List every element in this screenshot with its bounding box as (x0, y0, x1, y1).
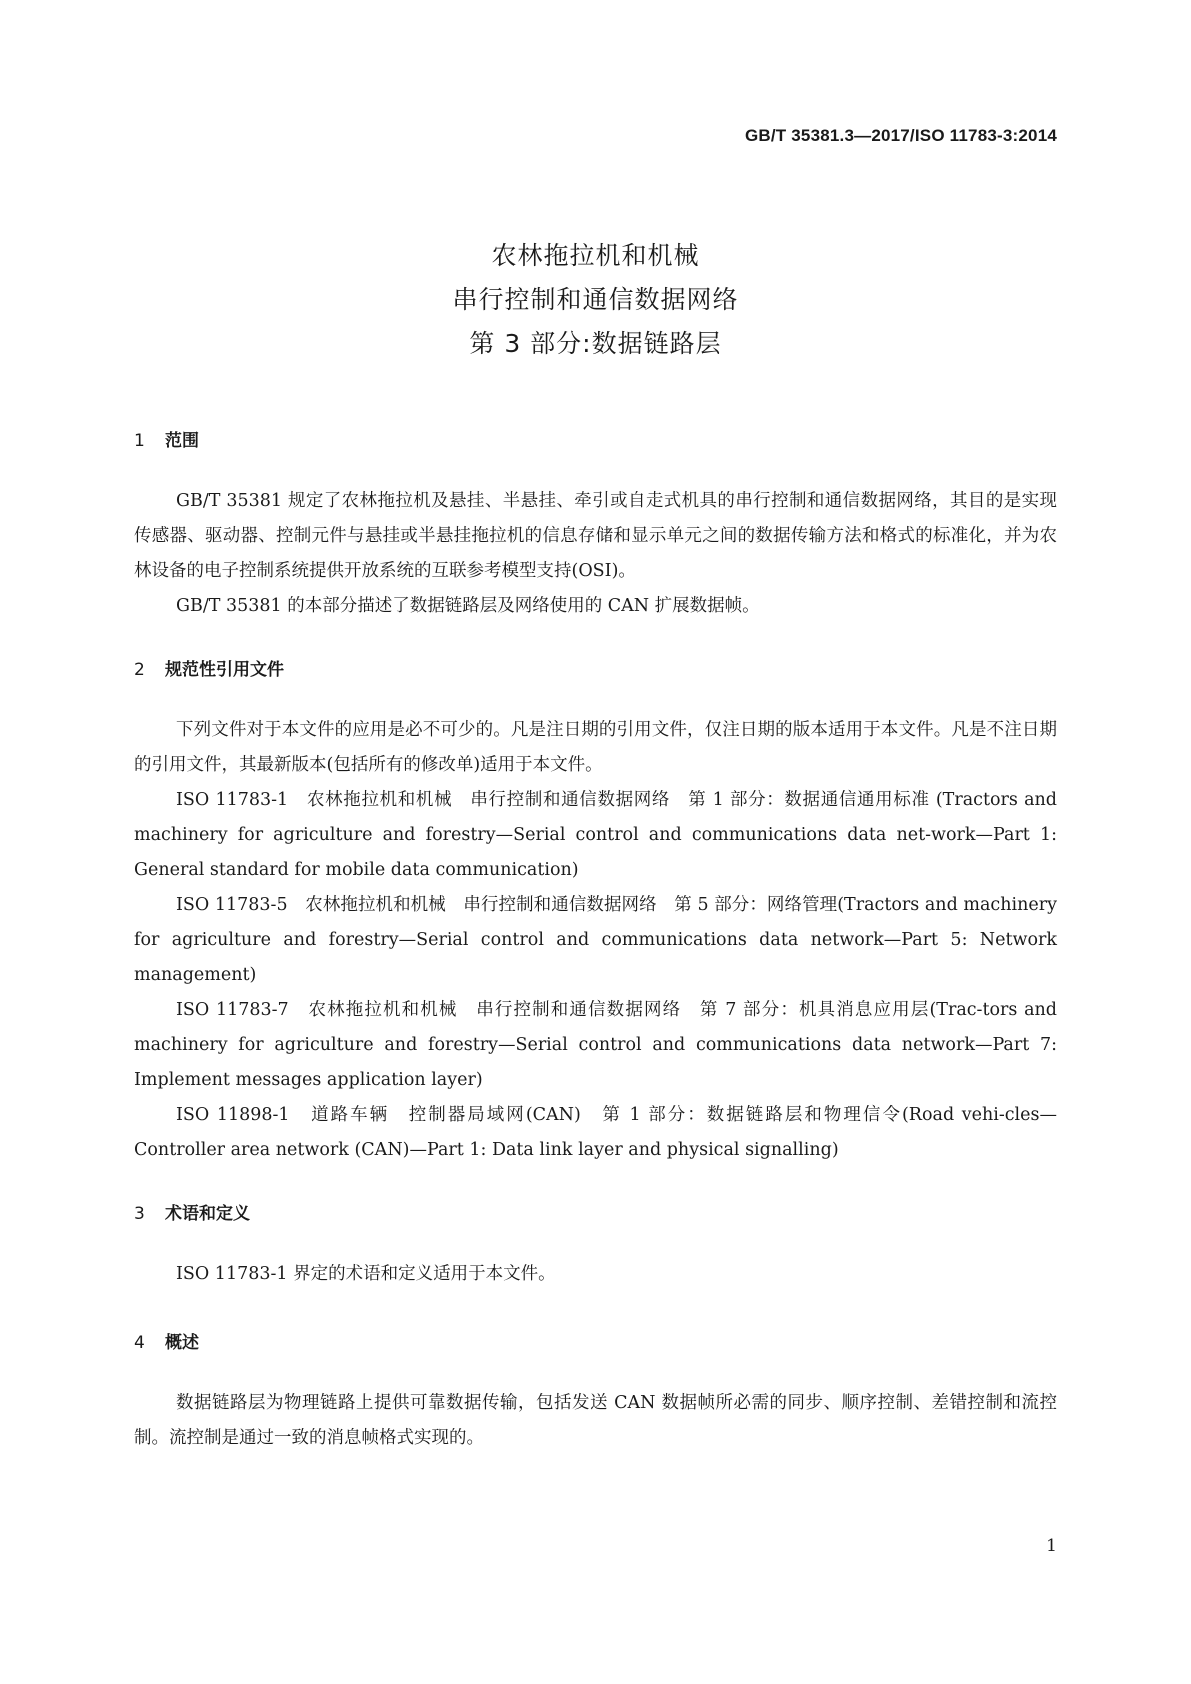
title-line-2: 串行控制和通信数据网络 (452, 285, 739, 314)
reference-entry: ISO 11783-5 农林拖拉机和机械 串行控制和通信数据网络 第 5 部分：网络管理(Tractors and machinery for agriculture and forestry—Serial control and communications data network—Part 5: Network management) (134, 895, 1057, 985)
document-body (134, 428, 1057, 1456)
section-heading (134, 1330, 1057, 1356)
section-number: 2 (134, 660, 145, 680)
title-line-1: 农林拖拉机和机械 (491, 241, 700, 270)
section-heading (134, 1201, 1057, 1227)
section-body (134, 484, 1057, 624)
section-title: 范围 (165, 431, 199, 451)
reference-entry: ISO 11783-7 农林拖拉机和机械 串行控制和通信数据网络 第 7 部分：机具消息应用层(Trac-tors and machinery for agriculture and forestry—Serial control and communications data network—Part 7: Implement messages application layer) (134, 1000, 1057, 1090)
section-body (134, 1386, 1057, 1456)
paragraph: ISO 11783-1 界定的术语和定义适用于本文件。 (176, 1264, 556, 1284)
paragraph: GB/T 35381 规定了农林拖拉机及悬挂、半悬挂、牵引或自走式机具的串行控制和通信数据网络，其目的是实现传感器、驱动器、控制元件与悬挂或半悬挂拖拉机的信息存储和显示单元之间的数据传输方法和格式的标准化，并为农林设备的电子控制系统提供开放系统的互联参考模型支持(OSI)。 (134, 491, 1057, 581)
reference-entry: ISO 11783-1 农林拖拉机和机械 串行控制和通信数据网络 第 1 部分：数据通信通用标准 (Tractors and machinery for agriculture and forestry—Serial control and communications data net-work—Part 1: General standard for mobile data communication) (134, 790, 1057, 880)
section-heading (134, 657, 1057, 683)
section-number: 1 (134, 431, 145, 451)
section-title: 术语和定义 (165, 1204, 250, 1224)
section-number: 3 (134, 1204, 145, 1224)
paragraph: 下列文件对于本文件的应用是必不可少的。凡是注日期的引用文件，仅注日期的版本适用于本文件。凡是不注日期的引用文件，其最新版本(包括所有的修改单)适用于本文件。 (134, 720, 1057, 775)
section-terms-definitions (134, 1201, 1057, 1292)
section-scope (134, 428, 1057, 624)
standard-number: GB/T 35381.3—2017/ISO 11783-3:2014 (744, 126, 1057, 145)
section-body (134, 1257, 1057, 1292)
section-title: 规范性引用文件 (165, 660, 284, 680)
page-number: 1 (1046, 1536, 1057, 1556)
paragraph: GB/T 35381 的本部分描述了数据链路层及网络使用的 CAN 扩展数据帧。 (176, 596, 760, 616)
section-number: 4 (134, 1333, 145, 1353)
section-title: 概述 (165, 1333, 199, 1353)
title-line-3: 第 3 部分:数据链路层 (469, 329, 722, 358)
section-overview (134, 1330, 1057, 1456)
paragraph: 数据链路层为物理链路上提供可靠数据传输，包括发送 CAN 数据帧所必需的同步、顺序控制、差错控制和流控制。流控制是通过一致的消息帧格式实现的。 (134, 1393, 1057, 1448)
section-body (134, 713, 1057, 1168)
reference-entry: ISO 11898-1 道路车辆 控制器局域网(CAN) 第 1 部分：数据链路层和物理信令(Road vehi-cles—Controller area network (CAN)—Part 1: Data link layer and physical signalling) (134, 1105, 1057, 1160)
document-title (0, 234, 1191, 366)
section-heading (134, 428, 1057, 454)
section-normative-references (134, 657, 1057, 1168)
